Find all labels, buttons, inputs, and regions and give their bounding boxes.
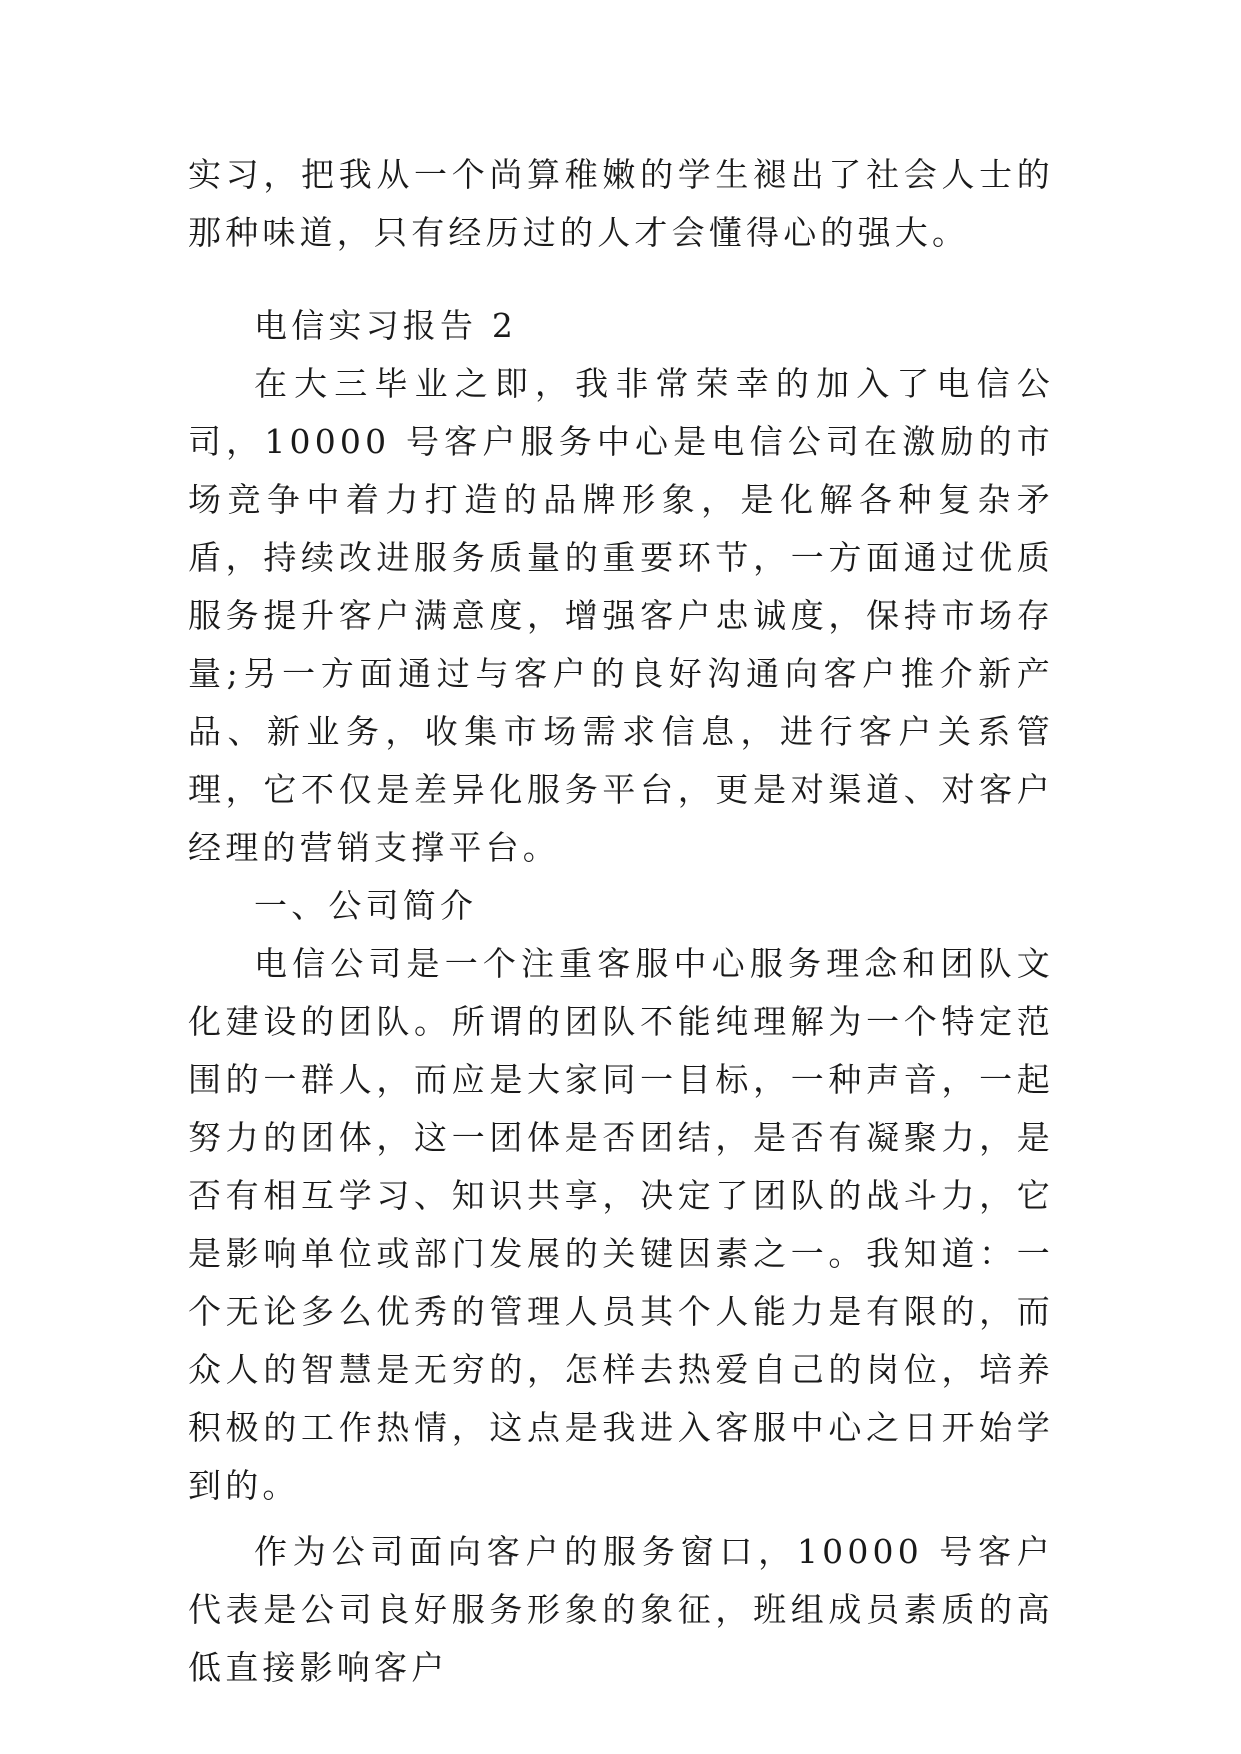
report-body bbox=[188, 297, 1054, 1697]
heading-company-intro: 一、公司简介 bbox=[254, 886, 478, 925]
continuation-paragraph bbox=[188, 146, 1054, 262]
paragraph-service-window: 作为公司面向客户的服务窗口，10000 号客户代表是公司良好服务形象的象征，班组成员素质的高低直接影响客户 bbox=[188, 1532, 1054, 1687]
section-title: 电信实习报告 2 bbox=[254, 306, 518, 345]
paragraph-company: 电信公司是一个注重客服中心服务理念和团队文化建设的团队。所谓的团队不能纯理解为一个特定范围的一群人，而应是大家同一目标，一种声音，一起努力的团体，这一团体是否团结，是否有凝聚力，是否有相互学习、知识共享，决定了团队的战斗力，它是影响单位或部门发展的关键因素之一。我知道：一个无论多么优秀的管理人员其个人能力是有限的，而众人的智慧是无穷的，怎样去热爱自己的岗位，培养积极的工作热情，这点是我进入客服中心之日开始学到的。 bbox=[188, 944, 1054, 1505]
paragraph-intro: 在大三毕业之即，我非常荣幸的加入了电信公司，10000 号客户服务中心是电信公司在激励的市场竞争中着力打造的品牌形象，是化解各种复杂矛盾，持续改进服务质量的重要环节，一方面通过优质服务提升客户满意度，增强客户忠诚度，保持市场存量;另一方面通过与客户的良好沟通向客户推介新产品、新业务，收集市场需求信息，进行客户关系管理，它不仅是差异化服务平台，更是对渠道、对客户经理的营销支撑平台。 bbox=[188, 364, 1054, 867]
continuation-text: 实习，把我从一个尚算稚嫩的学生褪出了社会人士的那种味道，只有经历过的人才会懂得心的强大。 bbox=[188, 155, 1054, 252]
